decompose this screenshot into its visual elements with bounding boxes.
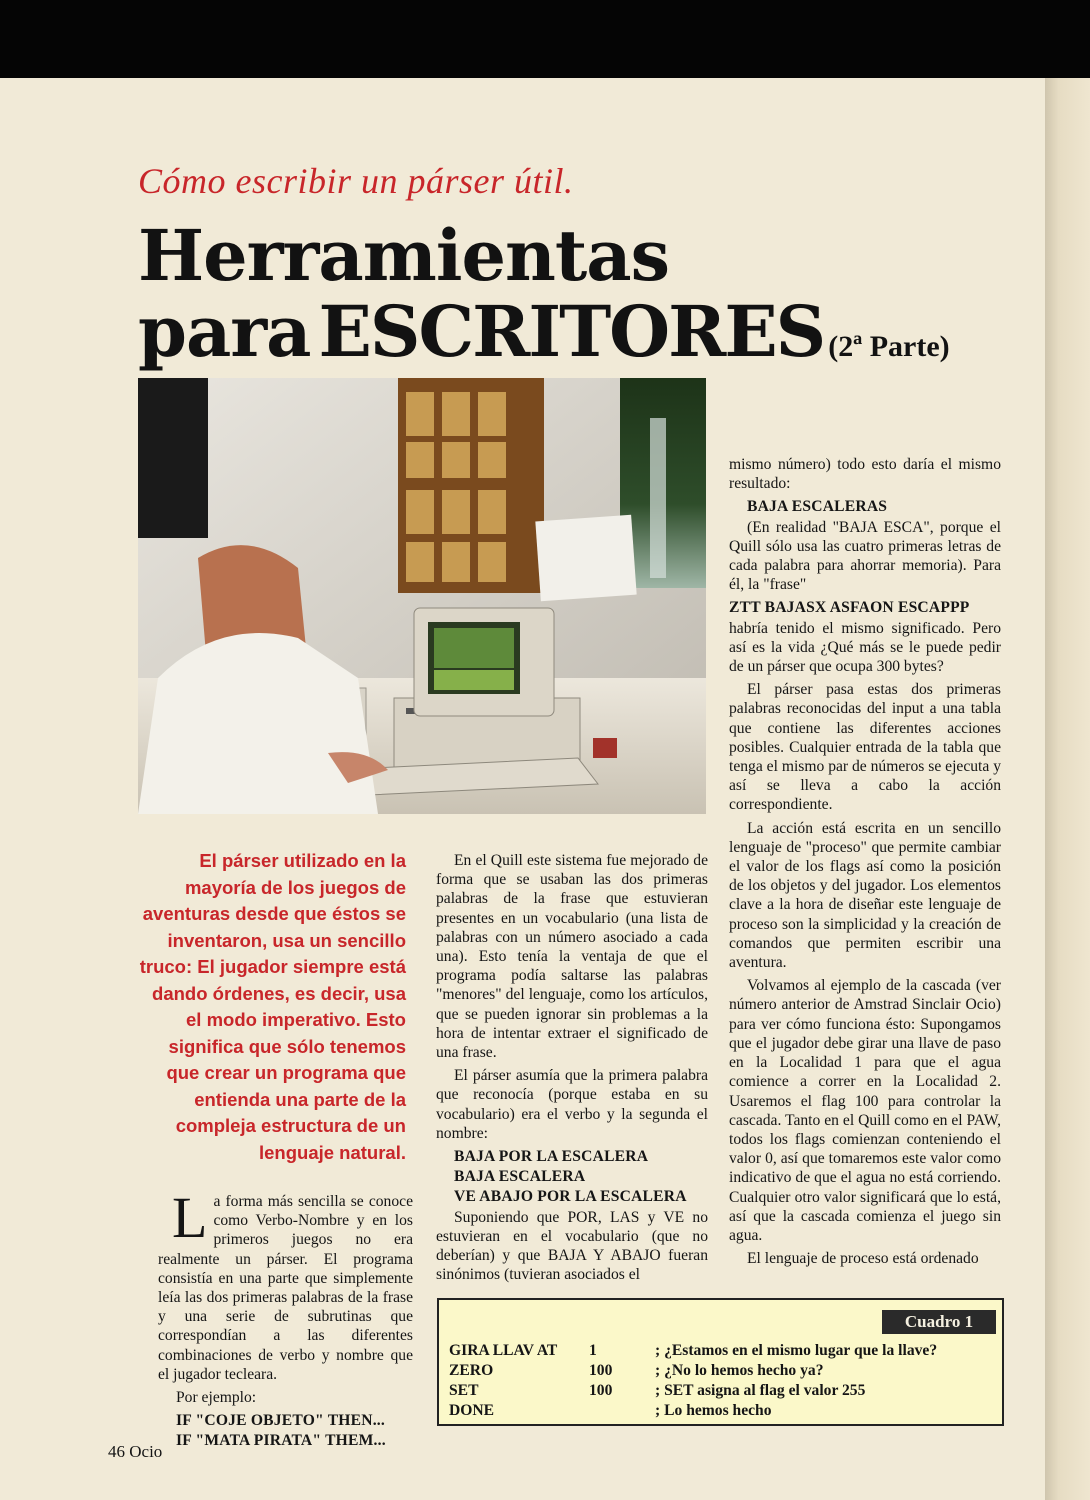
article-subtitle: Cómo escribir un párser útil. — [138, 161, 574, 201]
col2-paragraph-1: En el Quill este sistema fue mejorado de forma que se usaban las dos primeras palabras de la frase que estuvieran presentes en un vocabulario (una lista de palabras con un número asociado a cada una). Esto tenía la ventaja de que el programa podía saltarse las palabras "menores" del lenguaje, como los artículos, que se pueden ignorar sin problemas a la hora de intentar extraer el significado de una frase. — [436, 852, 708, 1062]
cuadro-val: 1 — [589, 1342, 597, 1359]
next-page-edge — [1045, 78, 1090, 1500]
col2-paragraph-3: Suponiendo que POR, LAS y VE no estuvieran en el vocabulario (que no deberían) y que BAJA Y ABAJO fueran sinónimos (tuvieran asociados el — [436, 1208, 708, 1284]
col1-code-2: IF "MATA PIRATA" THEM... — [176, 1432, 386, 1450]
col1-p1-text: a forma más sencilla se conoce como Verbo-Nombre y en los primeros juegos no era realmente un párser. El programa consistía en una parte que simplemente leía las dos primeras palabras de la frase y una serie de subrutinas que correspondían a las diferentes combinaciones de verbo y nombre que el jugador tecleara. — [158, 1193, 413, 1383]
cuadro-cmd: DONE — [449, 1402, 495, 1419]
col2-paragraph-2: El párser asumía que la primera palabra que reconocía (porque estaba en su vocabulario) era el verbo y la segunda el nombre: — [436, 1067, 708, 1142]
article-title-line1: Herramientas — [138, 214, 669, 297]
cuadro-cmd: ZERO — [449, 1362, 494, 1379]
cuadro-val: 100 — [589, 1362, 613, 1379]
column-2 — [436, 851, 708, 1288]
article-title-line2 — [138, 290, 950, 373]
col3-paragraph-4: El párser pasa estas dos primeras palabras reconocidas del input a una tabla que contiene las diferentes acciones posibles. Cualquier entrada de la tabla que tenga el mismo par de números se ejecuta y así se lleva a cabo la acción correspondiente. — [729, 681, 1001, 814]
column-3 — [729, 455, 1001, 1272]
cuadro-val: 100 — [589, 1382, 613, 1399]
col2-code-2: BAJA ESCALERA — [454, 1168, 586, 1186]
column-1 — [158, 1185, 413, 1452]
col3-paragraph-7: El lenguaje de proceso está ordenado — [747, 1250, 979, 1268]
cuadro-box — [437, 1298, 1004, 1426]
article-photo — [138, 378, 706, 814]
col1-paragraph-1 — [158, 1185, 413, 1384]
photo-illustration — [138, 378, 706, 814]
cuadro-cmd: GIRA LLAV AT — [449, 1342, 558, 1359]
col1-paragraph-2: Por ejemplo: — [176, 1389, 257, 1407]
title-parte: (2ª Parte) — [828, 330, 950, 363]
cuadro-comment: ; ¿Estamos en el mismo lugar que la llave? — [655, 1342, 938, 1359]
col3-code-1: BAJA ESCALERAS — [747, 498, 888, 516]
col3-paragraph-3: habría tenido el mismo significado. Pero así es la vida ¿Qué más se le puede pedir de un párser que ocupa 300 bytes? — [729, 619, 1001, 676]
drop-cap: L — [172, 1185, 208, 1250]
pull-quote: El párser utilizado en la mayoría de los juegos de aventuras desde que éstos se inventaron, usa un sencillo truco: El jugador siempre está dando órdenes, es decir, usa el modo imperativo. Esto significa que sólo tenemos que crear un programa que entienda una parte de la compleja estructura de un lenguaje natural. — [139, 850, 406, 1163]
page-folio: 46 Ocio — [108, 1442, 163, 1461]
col3-paragraph-2: (En realidad "BAJA ESCA", porque el Quill sólo usa las cuatro primeras letras de cada palabra para ahorrar memoria). Para él, la "frase" — [729, 518, 1001, 594]
title-para: para — [138, 290, 311, 373]
col2-code-1: BAJA POR LA ESCALERA — [454, 1148, 649, 1166]
cuadro-title: Cuadro 1 — [882, 1310, 996, 1334]
cuadro-cmd: SET — [449, 1382, 479, 1399]
title-escritores: ESCRITORES — [318, 290, 825, 373]
col3-paragraph-1: mismo número) todo esto daría el mismo resultado: — [729, 456, 1001, 493]
col3-code-2: ZTT BAJASX ASFAON ESCAPPP — [729, 599, 970, 617]
col3-paragraph-5: La acción está escrita en un sencillo lenguaje de "proceso" que permite cambiar el valor de los flags así como la posición de los objetos y del jugador. Los elementos clave a la hora de diseñar este lenguaje de proceso son la simplicidad y la creación de comandos que permiten escribir una aventura. — [729, 819, 1001, 972]
col3-paragraph-6: Volvamos al ejemplo de la cascada (ver número anterior de Amstrad Sinclair Ocio) para ver cómo funciona ésto: Supongamos que el jugador debe girar una llave de paso en la Localidad 1 para que el agua comience a correr en la Localidad 2. Usaremos el flag 100 para controlar la cascada. Tanto en el Quill como en el PAW, todos los flags comienzan conteniendo el valor 0, así que tomaremos este valor como indicativo de que el agua no está corriendo. Cualquier otro valor significará que lo está, así que la cascada comienza el juego sin agua. — [729, 977, 1001, 1244]
cuadro-comment: ; SET asigna al flag el valor 255 — [655, 1382, 866, 1399]
col1-code-1: IF "COJE OBJETO" THEN... — [176, 1412, 385, 1430]
cuadro-comment: ; ¿No lo hemos hecho ya? — [655, 1362, 824, 1379]
col2-code-3: VE ABAJO POR LA ESCALERA — [454, 1188, 687, 1206]
cuadro-comment: ; Lo hemos hecho — [655, 1402, 772, 1419]
